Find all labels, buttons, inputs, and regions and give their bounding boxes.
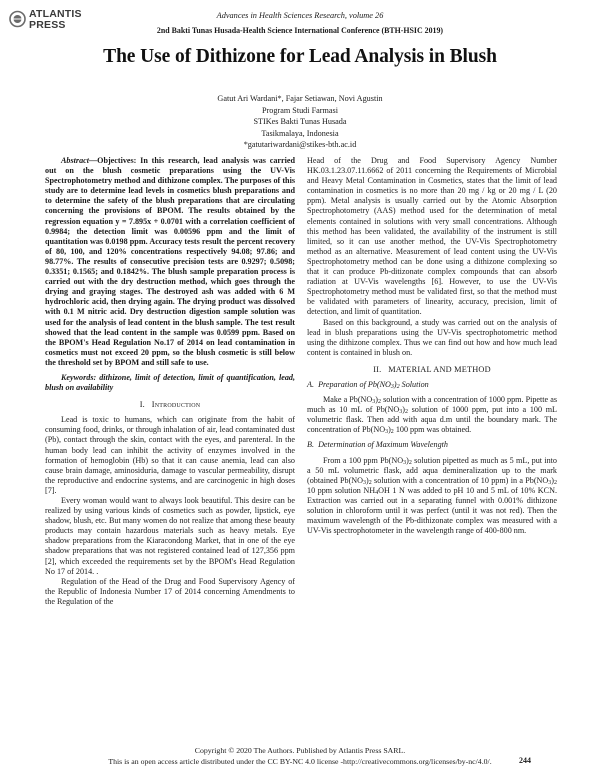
- author-names: Gatut Ari Wardani*, Fajar Setiawan, Novi Agustin: [217, 94, 383, 103]
- section-heading-introduction: [45, 400, 295, 410]
- logo-line2: PRESS: [29, 19, 66, 31]
- intro-paragraph-3: Regulation of the Head of the Drug and Food Supervisory Agency of the Republic of Indonesia Number 17 of 2014 concerning Amendments to the Regulation of the: [45, 576, 295, 606]
- conference-name: 2nd Bakti Tunas Husada-Health Science International Conference (BTH-HSIC 2019): [156, 26, 444, 35]
- paper-title: The Use of Dithizone for Lead Analysis in Blush: [103, 46, 497, 67]
- affiliation-city: Tasikmalaya, Indonesia: [261, 128, 339, 138]
- journal-name: Advances in Health Sciences Research, volume 26: [216, 11, 384, 20]
- subsection-heading-a: A. Preparation of $Pb(NO_3)_2$ Solution: [307, 379, 429, 390]
- right-paragraph-2: Based on this background, a study was carried out on the analysis of lead in blush preparations using the UV-Vis spectrophotometric method using the dithizone complex. Thus we can find out how and how much lead content is contained in blush on.: [307, 317, 557, 357]
- affiliation-institution: STIKes Bakti Tunas Husada: [253, 117, 347, 127]
- logo-line1: ATLANTIS: [29, 8, 82, 20]
- page-number: 244: [519, 756, 531, 765]
- section-number: II.: [373, 364, 382, 374]
- license-line: This is an open access article distributed under the CC BY-NC 4.0 license -http://creativecommons.org/licenses/by-nc/4.0/.: [108, 757, 492, 766]
- right-column: [307, 156, 557, 536]
- section-title: Introduction: [151, 400, 201, 410]
- subsection-a-paragraph: Make a $Pb(NO_3)_2$ solution with a concentration of 1000 ppm. Pipette as much as 10 mL of $Pb(NO_3)_2$ solution of 1000 ppm, put into a 100 mL volumetric flask. Then add with aqua d.m until the boundary mark. The concentration of $Pb(NO_3)_2$ 100 ppm was obtained.: [307, 395, 558, 436]
- subsection-b-paragraph: From a 100 ppm $Pb(NO_3)_2$ solution pipetted as much as 5 mL, put into a 50 mL volumetric flask, add aqua demineralization up to the mark (obtained $Pb(NO_3)_2$ solution with a concentration of 10 ppm) in a $Pb(NO_3)_2$ 10 ppm solution $NH_4OH$ 1 N was added to pH 10 and 5 mL of 10% KCN. Extraction was carried out in a separating funnel with 0.001% dithizone solution in chloroform until it was perfect (until it was not red). Then the maximum wavelength of the Pb-dithizonate complex was measured with a UV-Vis spectrophotometer in the wavelength range of 400-800 nm.: [307, 455, 557, 536]
- affiliation-program: Program Studi Farmasi: [262, 105, 338, 115]
- section-number: I.: [139, 400, 145, 410]
- author-email: *gatutariwardani@stikes-bth.ac.id: [243, 140, 357, 150]
- right-paragraph-1: Head of the Drug and Food Supervisory Agency Number HK.03.1.23.07.11.6662 of 2011 concerning the Requirements of Microbial and Heavy Metal Contamination in Cosmetics, states that the limit of lead contamination in cosmetics is no more than 20 mg / kg or 20 mg / L (20 ppm). Metal analysis is usually carried out by the Atomic Absorption Spectrophotometry (AAS) method used for the determination of metal elements contained in solutions with very small concentrations. Although this method has been validated, the availability of the instrument is still limited, so it can use another method, the UV-Vis Spectrophotometry method as an alternative. Measurement of lead content using the UV-Vis Spectrophotometry method can be done using a dithizone complexing so that it can produce Pb-ditizonate complex compounds that can absorb radiation at UV-Vis wavelengths [6]. However, to use the UV-Vis Spectrophotometry method must be validated first, so that the method must be validated with parameters of linearity, accuracy, precision, limit of detection, and limit of quantitation.: [307, 156, 557, 317]
- intro-paragraph-1: Lead is toxic to humans, which can originate from the habit of consuming food, drinks, or through inhalation of air, lead contaminated dust (Pb), contact through the skin, contact with the eyes, and parenteral. In the human body lead can inhibit the activity of enzymes involved in the formation of hemoglobin (Hb) so that it can cause anemia, lead can also cause brain damage, aminosiduria, damage to vascular permeability, disrupt the reproductive and endocrine systems, and are carcinogenic in high doses [7].: [45, 415, 295, 495]
- section-heading-method: [307, 365, 557, 375]
- abstract-text: —Objectives: In this research, lead analysis was carried out on the blush cosmetic preparations using the UV-Vis Spectrophotometry method and dithizone complex. The purposes of this study are to determine lead levels in cosmetics blush preparations and to determine the safety of the blush preparations that are circulating concerning the provisions of BPOM. The results obtained by the regression equation y = 7.895x + 0.0701 with a correlation coefficient of 0.9984; the detection limit was 0.00596 ppm and the limit of quantitation was 0.0198 ppm. Accuracy tests result the percent recovery of 80, 100, and 120% concentrations respectively 94.08; 97.86; and 98.77%. The results of consecutive precision tests are 0.9297; 0.5098; 0.3351; 0.1565; and 0.1842%. The blush sample preparation process is carried out with the dry destruction method, which goes through the drying and graying stages. The destroyed ash was added with 6 M hydrochloric acid, then drying again. The drying product was dissolved with 0.1 M nitric acid. Dry destruction digestion sample solution was used for the analysis of lead content in the blush sample. The test result showed that the lead content in the sample was 0.0599 ppm. Based on the BPOM's Head Regulation No.17 of 2014 on lead contamination in cosmetics must not exceed 20 ppm, so the blush cosmetic is still below the threshold set by BPOM and still safe to use.: [45, 156, 295, 367]
- keywords: Keywords: dithizone, limit of detection, limit of quantification, lead, blush on availability: [45, 372, 295, 393]
- copyright-line: Copyright © 2020 The Authors. Published by Atlantis Press SARL.: [194, 746, 406, 755]
- abstract: [45, 156, 295, 368]
- author-block: [0, 93, 600, 151]
- intro-paragraph-2: Every woman would want to always look beautiful. This desire can be realized by using various kinds of cosmetics such as powder, lipstick, eye shadow, blush, etc. But many women do not realize that among these beauty products may contain hazardous materials such as heavy metals. Eye shadow preparations from the Kiaracondong Market, that in one of the eye shadow preparations that was not registered contained lead of 127,356 ppm [2], which exceeded the requirements set by the BPOM's Head Regulation No 17 of 2014. .: [45, 496, 295, 576]
- abstract-heading: Abstract: [61, 156, 89, 165]
- subsection-heading-b: B. Determination of Maximum Wavelength: [307, 440, 448, 450]
- left-column: [45, 156, 295, 607]
- section-title: MATERIAL AND METHOD: [388, 364, 491, 374]
